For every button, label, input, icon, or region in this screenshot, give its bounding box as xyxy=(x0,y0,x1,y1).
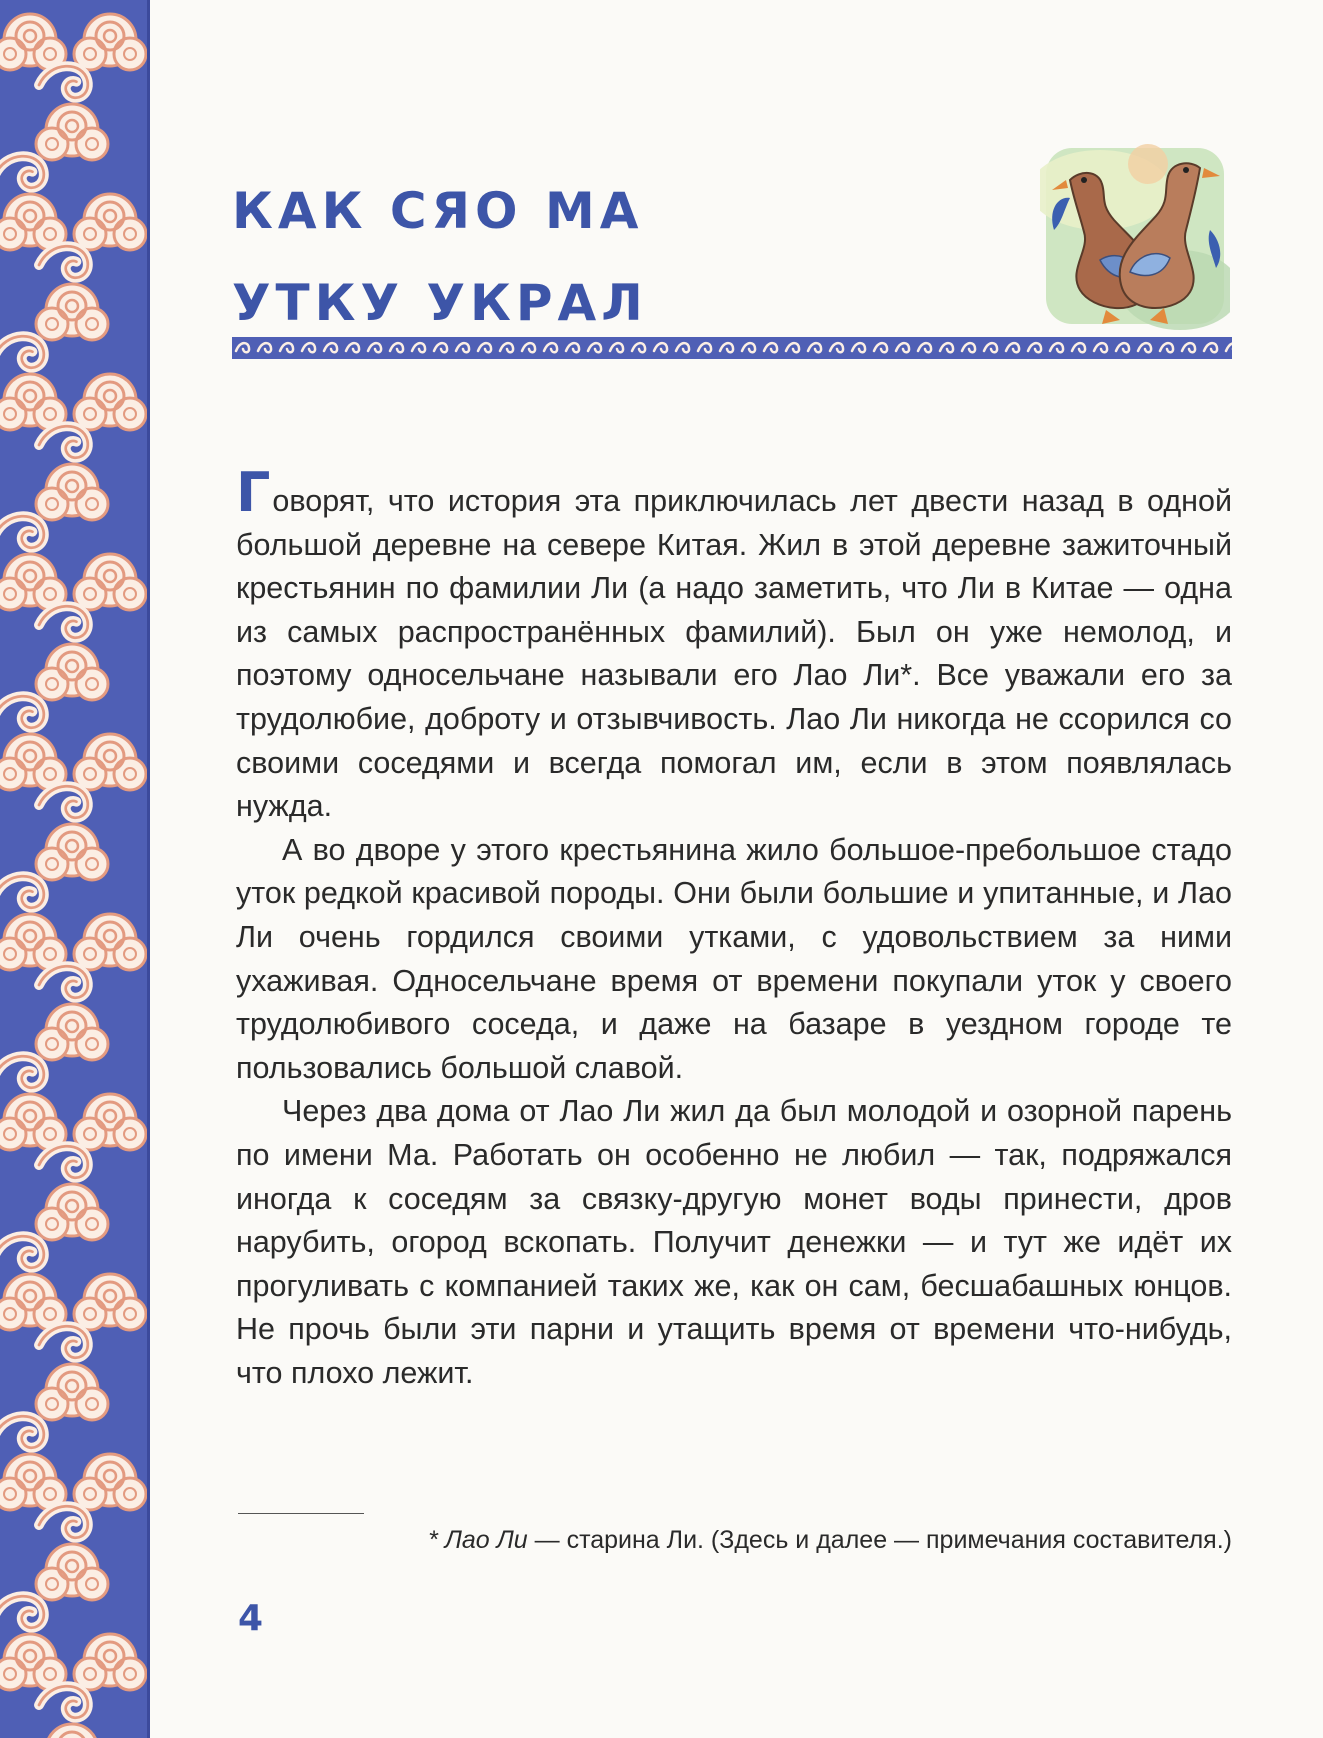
cloud-motif xyxy=(36,1724,108,1738)
cloud-motif xyxy=(74,734,146,790)
footnote xyxy=(238,1520,1232,1560)
cloud-motif xyxy=(36,1184,108,1240)
cloud-motif xyxy=(0,1634,66,1690)
swirl-motif xyxy=(39,1146,88,1177)
paragraph-1 xyxy=(236,461,1232,829)
cloud-motif xyxy=(36,824,108,880)
swirl-motif xyxy=(0,516,44,547)
swirl-motif xyxy=(39,1326,88,1357)
swirl-motif xyxy=(0,1596,44,1627)
cloud-motif xyxy=(0,374,66,430)
paragraph-2: А во дворе у этого крестьянина жило большое-пребольшое стадо уток редкой красивой породы. Они были большие и упитанные, и Лао Ли очень гордился своими утками, с удовольствием за ними ухаживая. Односельчане время от времени покупали уток у своего трудолюбивого соседа, и даже на базаре в уездном городе те пользовались большой славой. xyxy=(236,832,1232,1085)
cloud-motif xyxy=(74,1094,146,1150)
swirl-motif xyxy=(39,1506,88,1537)
paragraph-3: Через два дома от Лао Ли жил да был молодой и озорной парень по имени Ма. Работать он особенно не любил — так, подряжался иногда к соседям за связку-другую монет воды принести, дров нарубить, огород вскопать. Получит денежки — и тут же идёт их прогуливать с компанией таких же, как он сам, бесшабашных юнцов. Не прочь были эти парни и утащить время от времени что-нибудь, что плохо лежит. xyxy=(236,1094,1232,1390)
drop-cap: Г xyxy=(236,461,271,524)
cloud-motif xyxy=(36,104,108,160)
footnote-text: — старина Ли. (Здесь и далее — примечания составителя.) xyxy=(527,1526,1232,1554)
wave-divider-icon xyxy=(232,337,1232,359)
cloud-motif xyxy=(74,14,146,70)
cloud-motif xyxy=(74,554,146,610)
cloud-motif xyxy=(0,914,66,970)
swirl-motif xyxy=(39,786,88,817)
footnote-term: * Лао Ли xyxy=(428,1526,528,1554)
cloud-motif xyxy=(0,1454,66,1510)
cloud-motif xyxy=(0,1094,66,1150)
swirl-motif xyxy=(0,156,44,187)
cloud-motif xyxy=(36,284,108,340)
cloud-motif xyxy=(0,1274,66,1330)
cloud-motif xyxy=(36,464,108,520)
swirl-motif xyxy=(39,1686,88,1717)
cloud-pattern-band xyxy=(0,0,150,1738)
footnote-rule xyxy=(238,1513,364,1514)
swirl-motif xyxy=(0,336,44,367)
cloud-motif xyxy=(36,1004,108,1060)
swirl-motif xyxy=(39,246,88,277)
cloud-motif xyxy=(36,1364,108,1420)
story-text xyxy=(236,461,1232,1395)
cloud-motif xyxy=(0,554,66,610)
swirl-motif xyxy=(0,1056,44,1087)
swirl-motif xyxy=(39,426,88,457)
cloud-motif xyxy=(0,734,66,790)
cloud-motif xyxy=(0,14,66,70)
cloud-motif xyxy=(0,194,66,250)
swirl-motif xyxy=(39,606,88,637)
cloud-motif xyxy=(36,1544,108,1600)
paragraph-1-text: оворят, что история эта приключилась лет двести назад в одной большой деревне на севере Китая. Жил в этой деревне зажиточный крестьянин по фамилии Ли (а надо заметить, что Ли в Китае — одна из самых распространённых фамилий). Был он уже немолод, и поэтому односельчане называли его Лао Ли*. Все уважали его за трудолюбие, доброту и отзывчивость. Лао Ли никогда не ссорился со своими соседями и всегда помогал им, если в этом появлялась нужда. xyxy=(236,484,1232,824)
cloud-motif xyxy=(74,914,146,970)
swirl-motif xyxy=(0,1416,44,1447)
swirl-motif xyxy=(39,66,88,97)
cloud-motif xyxy=(36,644,108,700)
page-title xyxy=(232,165,648,349)
cloud-motif xyxy=(74,1634,146,1690)
cloud-pattern-icon xyxy=(0,0,150,1738)
cloud-motif xyxy=(74,1454,146,1510)
cloud-motif xyxy=(74,374,146,430)
ducks-illustration-icon xyxy=(1040,140,1230,330)
title-line-1: КАК СЯО МА xyxy=(232,182,644,240)
swirl-motif xyxy=(39,966,88,997)
page-number: 4 xyxy=(238,1598,264,1639)
swirl-motif xyxy=(0,696,44,727)
swirl-motif xyxy=(0,876,44,907)
swirl-motif xyxy=(0,1236,44,1267)
cloud-motif xyxy=(74,194,146,250)
cloud-motif xyxy=(74,1274,146,1330)
title-line-2: УТКУ УКРАЛ xyxy=(232,274,648,332)
